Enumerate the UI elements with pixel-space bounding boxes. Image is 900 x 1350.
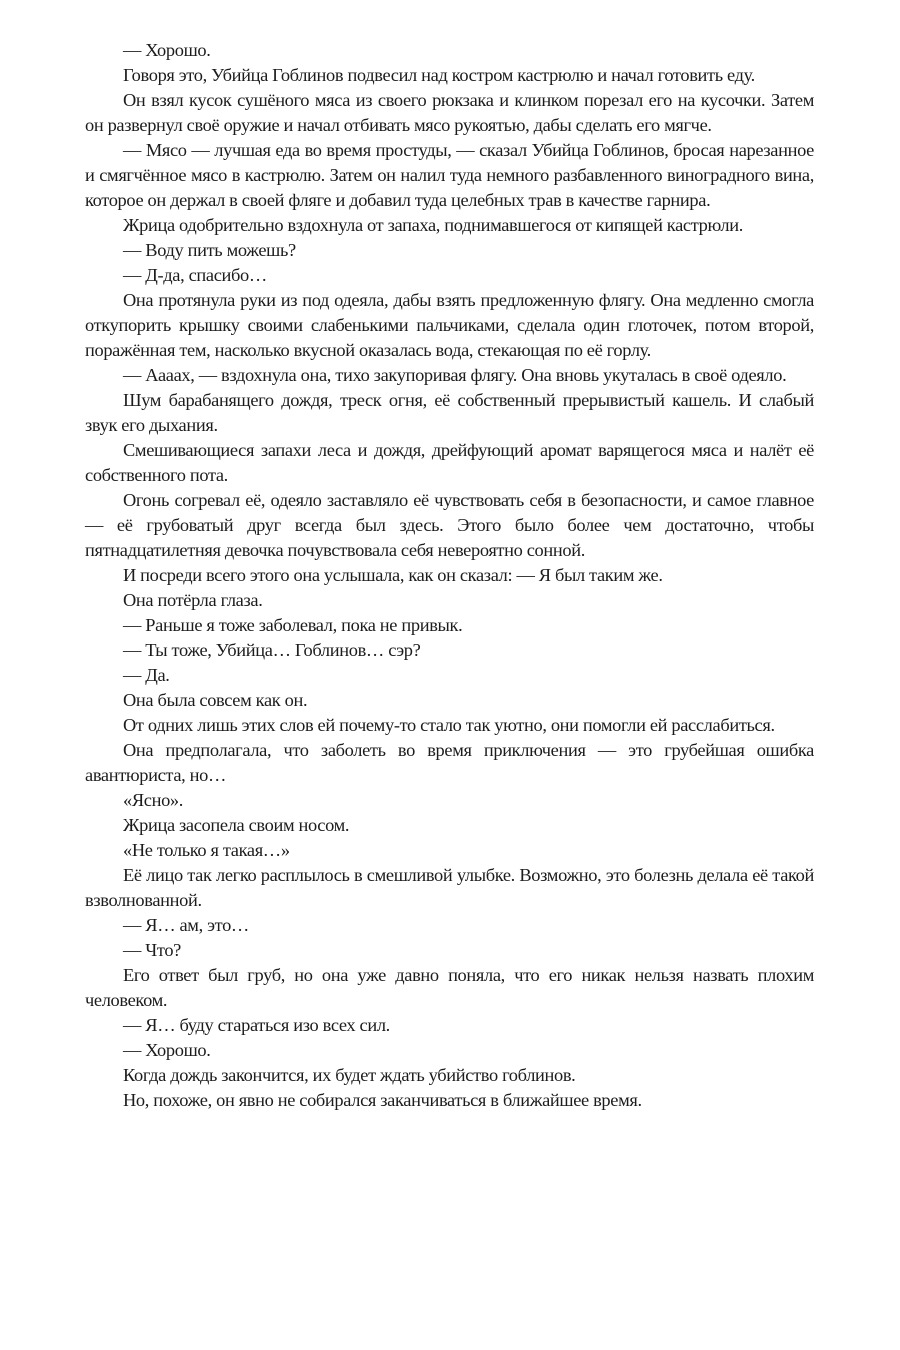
paragraph: Он взял кусок сушёного мяса из своего рюкзака и клинком порезал его на кусочки. Затем он развернул своё оружие и начал отбивать мясо рукоятью, дабы сделать его мягче. — [85, 90, 814, 135]
paragraph: Его ответ был груб, но она уже давно поняла, что его никак нельзя назвать плохим человеком. — [85, 965, 814, 1010]
paragraph: Она была совсем как он. — [123, 690, 308, 710]
paragraph: — Я… ам, это… — [123, 915, 249, 935]
paragraph: Говоря это, Убийца Гоблинов подвесил над костром кастрюлю и начал готовить еду. — [123, 65, 755, 85]
paragraph: От одних лишь этих слов ей почему-то стало так уютно, они помогли ей расслабиться. — [123, 715, 775, 735]
paragraph: — Воду пить можешь? — [123, 240, 296, 260]
paragraph: — Мясо — лучшая еда во время простуды, — сказал Убийца Гоблинов, бросая нарезанное и смягчённое мясо в кастрюлю. Затем он налил туда немного разбавленного виноградного вина, которое он держал в своей фляге и добавил туда целебных трав в качестве гарнира. — [85, 140, 814, 210]
paragraph: Смешивающиеся запахи леса и дождя, дрейфующий аромат варящегося мяса и налёт её собственного пота. — [85, 440, 814, 485]
paragraph: Жрица одобрительно вздохнула от запаха, поднимавшегося от кипящей кастрюли. — [123, 215, 743, 235]
paragraph: — Ты тоже, Убийца… Гоблинов… сэр? — [123, 640, 421, 660]
paragraph: Когда дождь закончится, их будет ждать убийство гоблинов. — [123, 1065, 576, 1085]
paragraph: — Д-да, спасибо… — [123, 265, 267, 285]
paragraph: «Ясно». — [123, 790, 184, 810]
paragraph: — Хорошо. — [123, 40, 211, 60]
paragraph: Но, похоже, он явно не собирался заканчиваться в ближайшее время. — [123, 1090, 642, 1110]
paragraph: Огонь согревал её, одеяло заставляло её чувствовать себя в безопасности, и самое главное — её грубоватый друг всегда был здесь. Этого было более чем достаточно, чтобы пятнадцатилетняя девочка почувствовала себя невероятно сонной. — [85, 490, 814, 560]
paragraph: Жрица засопела своим носом. — [123, 815, 350, 835]
book-page — [85, 38, 814, 1113]
paragraph: — Да. — [123, 665, 170, 685]
paragraph: Она протянула руки из под одеяла, дабы взять предложенную флягу. Она медленно смогла откупорить крышку своими слабенькими пальчиками, сделала один глоточек, потом второй, поражённая тем, насколько вкусной оказалась вода, стекающая по её горлу. — [85, 290, 814, 360]
paragraph: И посреди всего этого она услышала, как он сказал: — Я был таким же. — [123, 565, 663, 585]
paragraph: — Что? — [123, 940, 181, 960]
paragraph: — Раньше я тоже заболевал, пока не привык. — [123, 615, 463, 635]
paragraph: Она предполагала, что заболеть во время приключения — это грубейшая ошибка авантюриста, но… — [85, 740, 814, 785]
paragraph: Её лицо так легко расплылось в смешливой улыбке. Возможно, это болезнь делала её такой взволнованной. — [85, 865, 814, 910]
paragraph: — Я… буду стараться изо всех сил. — [123, 1015, 390, 1035]
paragraph: Шум барабанящего дождя, треск огня, её собственный прерывистый кашель. И слабый звук его дыхания. — [85, 390, 814, 435]
paragraph: — Аааах, — вздохнула она, тихо закупоривая флягу. Она вновь укуталась в своё одеяло. — [123, 365, 787, 385]
paragraph: «Не только я такая…» — [123, 840, 290, 860]
paragraph: — Хорошо. — [123, 1040, 211, 1060]
paragraph: Она потёрла глаза. — [123, 590, 263, 610]
